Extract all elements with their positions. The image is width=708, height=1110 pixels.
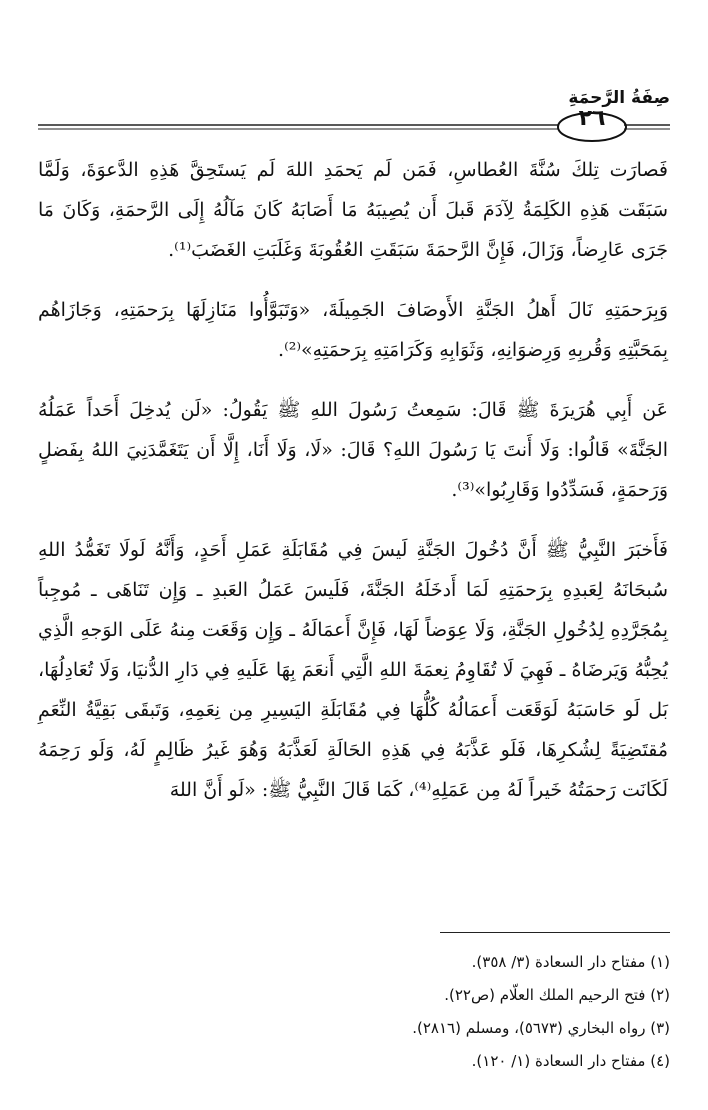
paragraph: وَبِرَحمَتِهِ نَالَ أَهلُ الجَنَّةِ الأَوصَافَ الجَمِيلَةَ، «وَتَبَوَّأُوا مَنَازِلَهَا بِرَحمَتِهِ، وَجَازَاهُم بِمَحَبَّتِهِ وَقُربِهِ وَرِضوَانِهِ، وَثَوَابِهِ وَكَرَامَتِهِ بِرَحمَتِهِ»⁽²⁾. (38, 299, 668, 361)
page-number: ٢٦ (578, 106, 606, 131)
footnote-item: (٣) رواه البخاري (٥٦٧٣)، ومسلم (٢٨١٦). (412, 1019, 670, 1037)
paragraph: عَن أَبِي هُرَيرَةَ ﷺ قَالَ: سَمِعتُ رَسُولَ اللهِ ﷺ يَقُولُ: «لَن يُدخِلَ أَحَداً عَمَلُهُ الجَنَّةَ» قَالُوا: وَلَا أَنتَ يَا رَسُولَ اللهِ؟ قَالَ: «لَا، وَلَا أَنَا، إِلَّا أَن يَتَغَمَّدَنِيَ اللهُ بِفَضلٍ وَرَحمَةٍ، فَسَدِّدُوا وَقَارِبُوا»⁽³⁾. (38, 399, 668, 501)
page-header (38, 84, 670, 144)
footnote-separator (440, 932, 670, 933)
footnotes-list (38, 946, 670, 1078)
paragraph: فَصارَت تِلكَ سُنَّةَ العُطاسِ، فَمَن لَم يَحمَدِ اللهَ لَم يَستَحِقَّ هَذِهِ الدَّعوَةَ، وَلَمَّا سَبَقَت هَذِهِ الكَلِمَةُ لِآدَمَ قَبلَ أَن يُصِيبَهُ مَا أَصَابَهُ كَانَ مَآلُهُ إِلَى الرَّحمَةِ، وَكَانَ مَا جَرَى عَارِضاً، وَزَالَ، فَإِنَّ الرَّحمَةَ سَبَقَتِ العُقُوبَةَ وَغَلَبَتِ الغَضَبَ⁽¹⁾. (38, 159, 668, 261)
main-text (38, 150, 668, 830)
paragraph: فَأَخبَرَ النَّبِيُّ ﷺ أَنَّ دُخُولَ الجَنَّةِ لَيسَ فِي مُقَابَلَةِ عَمَلِ أَحَدٍ، وَأَنَّهُ لَولَا تَغَمُّدُ اللهِ سُبحَانَهُ لِعَبدِهِ بِرَحمَتِهِ لَمَا أَدخَلَهُ الجَنَّةَ، فَلَيسَ عَمَلُ العَبدِ ـ وَإِن تَنَاهَى ـ مُوجِباً بِمُجَرَّدِهِ لِدُخُولِ الجَنَّةِ، وَلَا عِوَضاً لَهَا، فَإِنَّ أَعمَالَهُ ـ وَإِن وَقَعَت مِنهُ عَلَى الوَجهِ الَّذِي يُحِبُّهُ وَيَرضَاهُ ـ فَهِيَ لَا تُقَاوِمُ نِعمَةَ اللهِ الَّتِي أَنعَمَ بِهَا عَلَيهِ فِي دَارِ الدُّنيَا، وَلَا تُعَادِلُهَا، بَل لَو حَاسَبَهُ لَوَقَعَت أَعمَالُهُ كُلُّهَا فِي مُقَابَلَةِ اليَسِيرِ مِن نِعَمِهِ، وَتَبقَى بَقِيَّةُ النِّعَمِ مُقتَضِيَةً لِشُكرِهَا، فَلَو عَذَّبَهُ فِي هَذِهِ الحَالَةِ لَعَذَّبَهُ وَهُوَ غَيرُ ظَالِمٍ لَهُ، وَلَو رَحِمَهُ لَكَانَت رَحمَتُهُ خَيراً لَهُ مِن عَمَلِهِ⁽⁴⁾، كَمَا قَالَ النَّبِيُّ ﷺ: «لَو أَنَّ اللهَ (38, 539, 668, 801)
footnote-item: (٤) مفتاح دار السعادة (١/ ١٢٠). (471, 1052, 670, 1070)
running-title: صِفَةُ الرَّحمَةِ (568, 88, 670, 108)
footnote-item: (١) مفتاح دار السعادة (٣/ ٣٥٨). (471, 953, 670, 971)
footnote-item: (٢) فتح الرحيم الملك العلّام (ص٢٢). (444, 986, 670, 1004)
